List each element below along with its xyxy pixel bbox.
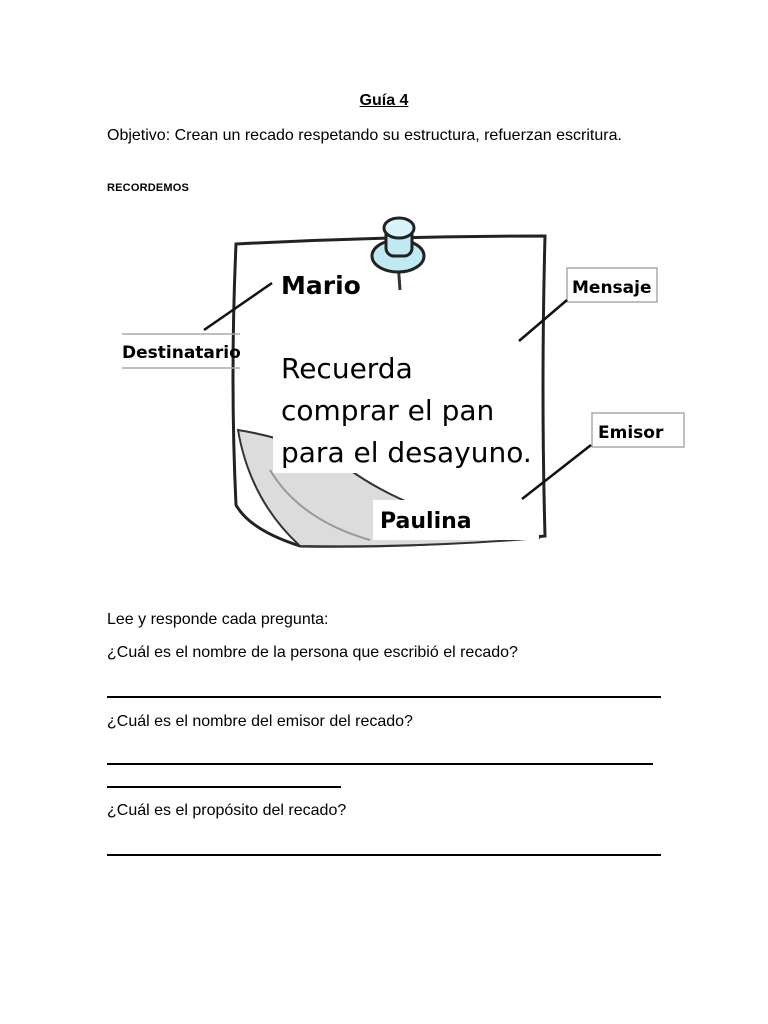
question-1: ¿Cuál es el nombre de la persona que escribió el recado? [107,644,518,661]
message-line-2: comprar el pan [281,394,495,427]
question-3: ¿Cuál es el propósito del recado? [107,802,347,819]
message-line-1: Recuerda [281,352,413,385]
label-recipient: Destinatario [122,343,241,363]
sender-name: Paulina [380,509,472,534]
questions-intro: Lee y responde cada pregunta: [107,611,329,628]
answer-line-1[interactable] [107,696,661,698]
answer-line-2a[interactable] [107,763,653,765]
objective-text: Objetivo: Crean un recado respetando su estructura, refuerzan escritura. [107,127,622,144]
label-message: Mensaje [572,278,652,298]
message-line-3: para el desayuno. [281,436,532,469]
recipient-name: Mario [281,271,361,300]
page-title: Guía 4 [359,92,409,109]
question-2: ¿Cuál es el nombre del emisor del recado? [107,713,413,730]
remember-label: RECORDEMOS [107,182,190,194]
answer-line-2b[interactable] [107,786,341,788]
answer-line-3[interactable] [107,854,661,856]
label-sender: Emisor [598,423,664,443]
